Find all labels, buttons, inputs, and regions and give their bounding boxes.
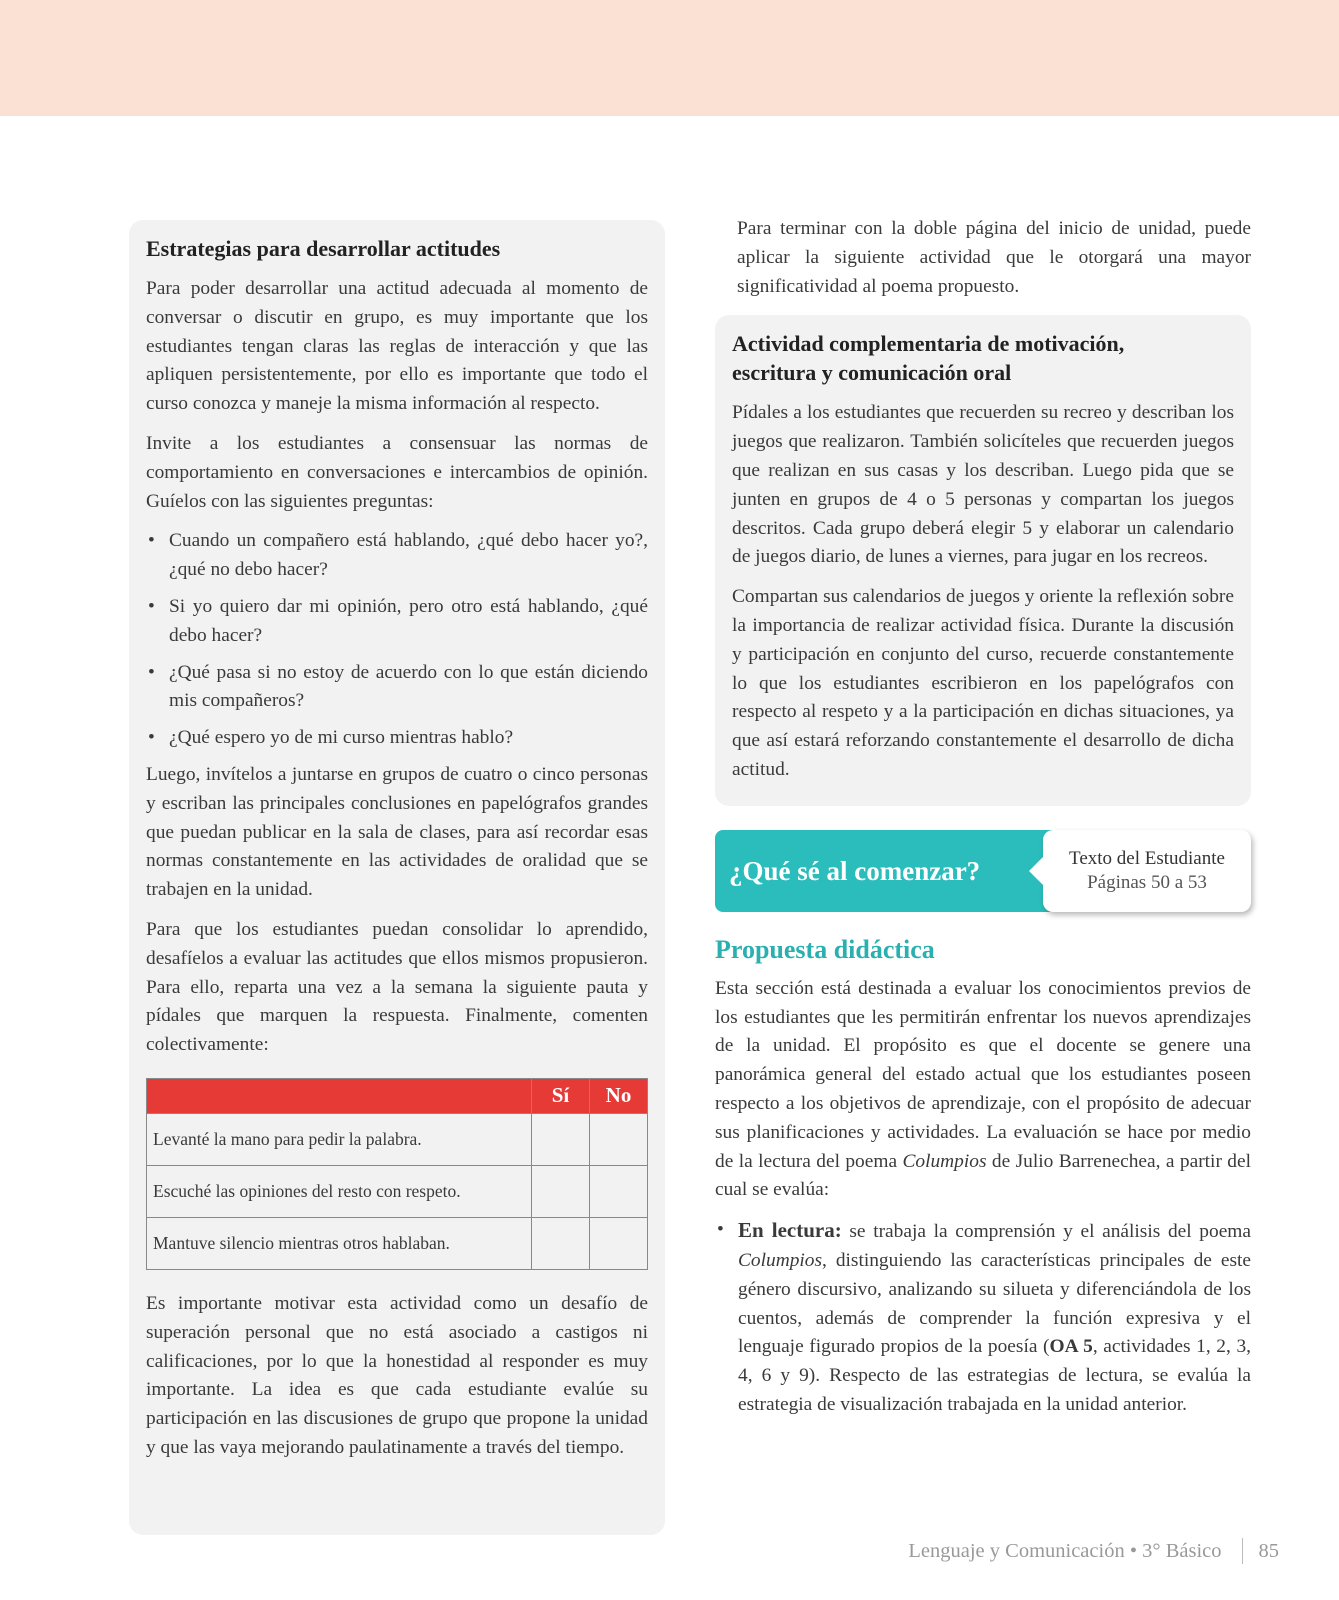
reference-book: Texto del Estudiante <box>1069 847 1225 869</box>
section-paragraph <box>715 975 1251 1205</box>
activity-title <box>732 329 1234 387</box>
paragraph: Luego, invítelos a juntarse en grupos de cuatro o cinco personas y escriban las principales conclusiones en papelógrafos grandes que puedan publicar en la sala de clases, para así recordar esas normas constantemente en las actividades de oralidad que se trabajen en la unidad. <box>146 763 648 901</box>
page-footer <box>908 1538 1279 1564</box>
box-title: Estrategias para desarrollar actitudes <box>146 236 501 261</box>
table-header-blank <box>147 1078 532 1113</box>
objective-code: OA 5 <box>1049 1336 1093 1358</box>
paragraph: Invite a los estudiantes a consensuar las normas de comportamiento en conversaciones e intercambios de opinión. Guíelos con las siguientes preguntas: <box>146 432 648 512</box>
list-item <box>715 1216 1251 1420</box>
text-run: Esta sección está destinada a evaluar los conocimientos previos de los estudiantes que les permitirán enfrentar los nuevos aprendizajes de la unidad. El propósito es que el docente se genere una panorámica general del estado actual que los estudiantes poseen respecto a los objetivos de aprendizaje, con el propósito de adecuar sus planificaciones y actividades. La evaluación se hace por medio de la lectura del poema <box>715 977 1251 1172</box>
text-run: , actividades 1, 2, 3, 4, 6 y 9). Respecto de las estrategias de lectura, se evalúa la estrategia de visualización trabajada en la unidad anterior. <box>738 1336 1251 1415</box>
list-item: • Si yo quiero dar mi opinión, pero otro está hablando, ¿qué debo hacer? <box>146 593 648 651</box>
paragraph: Pídales a los estudiantes que recuerden su recreo y describan los juegos que realizaron. También solicíteles que recuerden juegos que realizan en sus casas y los describan. Luego pida que se junten en grupos de 4 o 5 personas y compartan los juegos descritos. Cada grupo deberá elegir 5 y elaborar un calendario de juegos diario, de lunes a viernes, para jugar en los recreos. <box>732 402 1234 568</box>
student-text-reference <box>1043 830 1251 912</box>
activity-title-line1: Actividad complementaria de motivación, <box>732 331 1125 357</box>
text-run: , distinguiendo las características principales de este género discursivo, analizando su silueta y diferenciándola de los cuentos, además de comprender la función expresiva y el lenguaje figurado propios de la poesía ( <box>738 1249 1251 1358</box>
checkbox-cell-si[interactable] <box>532 1165 590 1217</box>
list-item: • ¿Qué espero yo de mi curso mientras hablo? <box>146 724 648 753</box>
reference-pages: Páginas 50 a 53 <box>1087 871 1207 893</box>
paragraph: Compartan sus calendarios de juegos y oriente la reflexión sobre la importancia de realizar actividad física. Durante la discusión y participación en conjunto del curso, recuerde constantemente lo que los estudiantes escribieron en los papelógrafos con respecto al respeto y a la participación en dichas situaciones, ya que así estará reforzando constantemente el desarrollo de dicha actitud. <box>732 586 1234 780</box>
column-header-si: Sí <box>532 1078 590 1113</box>
question-list <box>146 527 648 753</box>
evaluation-list <box>715 1216 1251 1420</box>
list-item: • ¿Qué pasa si no estoy de acuerdo con lo que están diciendo mis compañeros? <box>146 659 648 717</box>
self-evaluation-table <box>146 1078 648 1270</box>
right-column <box>715 215 1251 1428</box>
checkbox-cell-si[interactable] <box>532 1113 590 1165</box>
section-title: Propuesta didáctica <box>715 934 935 964</box>
table-header-row <box>147 1078 648 1113</box>
banner-title: ¿Qué sé al comenzar? <box>715 830 1055 912</box>
checkbox-cell-no[interactable] <box>590 1217 648 1269</box>
paragraph: Para poder desarrollar una actitud adecuada al momento de conversar o discutir en grupo, es muy importante que los estudiantes tengan claras las reglas de interacción y que las apliquen persistentemente, por ello es importante que todo el curso conozca y maneje la misma información al respecto. <box>146 278 648 415</box>
column-header-no: No <box>590 1078 648 1113</box>
text-run: de Julio Barrenechea, a partir del cual se evalúa: <box>715 1150 1251 1201</box>
page-number: 85 <box>1258 1539 1279 1562</box>
complementary-activity-box <box>715 315 1251 805</box>
section-banner <box>715 830 1251 912</box>
criterion-cell: Mantuve silencio mientras otros hablaban. <box>147 1217 532 1269</box>
table-row <box>147 1165 648 1217</box>
checkbox-cell-no[interactable] <box>590 1113 648 1165</box>
attitudes-strategy-box <box>129 220 665 1535</box>
checkbox-cell-si[interactable] <box>532 1217 590 1269</box>
poem-title: Columpios <box>738 1249 823 1271</box>
table-row <box>147 1113 648 1165</box>
intro-paragraph: Para terminar con la doble página del inicio de unidad, puede aplicar la siguiente actividad que le otorgará una mayor significatividad al poema propuesto. <box>737 218 1251 297</box>
text-run: se trabaja la comprensión y el análisis del poema <box>841 1221 1251 1243</box>
paragraph: Es importante motivar esta actividad como un desafío de superación personal que no está asociado a castigos ni calificaciones, por lo que la honestidad al responder es muy importante. La idea es que cada estudiante evalúe su participación en las discusiones de grupo que propone la unidad y que las vaya mejorando paulatinamente a través del tiempo. <box>146 1292 648 1458</box>
footer-divider <box>1242 1538 1243 1564</box>
activity-title-line2: escritura y comunicación oral <box>732 360 1012 386</box>
criterion-cell: Escuché las opiniones del resto con respeto. <box>147 1165 532 1217</box>
list-item: • Cuando un compañero está hablando, ¿qué debo hacer yo?, ¿qué no debo hacer? <box>146 527 648 585</box>
checkbox-cell-no[interactable] <box>590 1165 648 1217</box>
paragraph: Para que los estudiantes puedan consolidar lo aprendido, desafíelos a evaluar las actitudes que ellos mismos propusieron. Para ello, reparta una vez a la semana la siguiente pauta y pídales que marquen la respuesta. Finalmente, comenten colectivamente: <box>146 918 648 1056</box>
table-row <box>147 1217 648 1269</box>
criterion-cell: Levanté la mano para pedir la palabra. <box>147 1113 532 1165</box>
poem-title: Columpios <box>902 1150 987 1172</box>
footer-subject: Lenguaje y Comunicación • 3° Básico <box>908 1539 1222 1562</box>
header-band <box>0 0 1339 116</box>
bullet-label: En lectura: <box>738 1218 842 1243</box>
